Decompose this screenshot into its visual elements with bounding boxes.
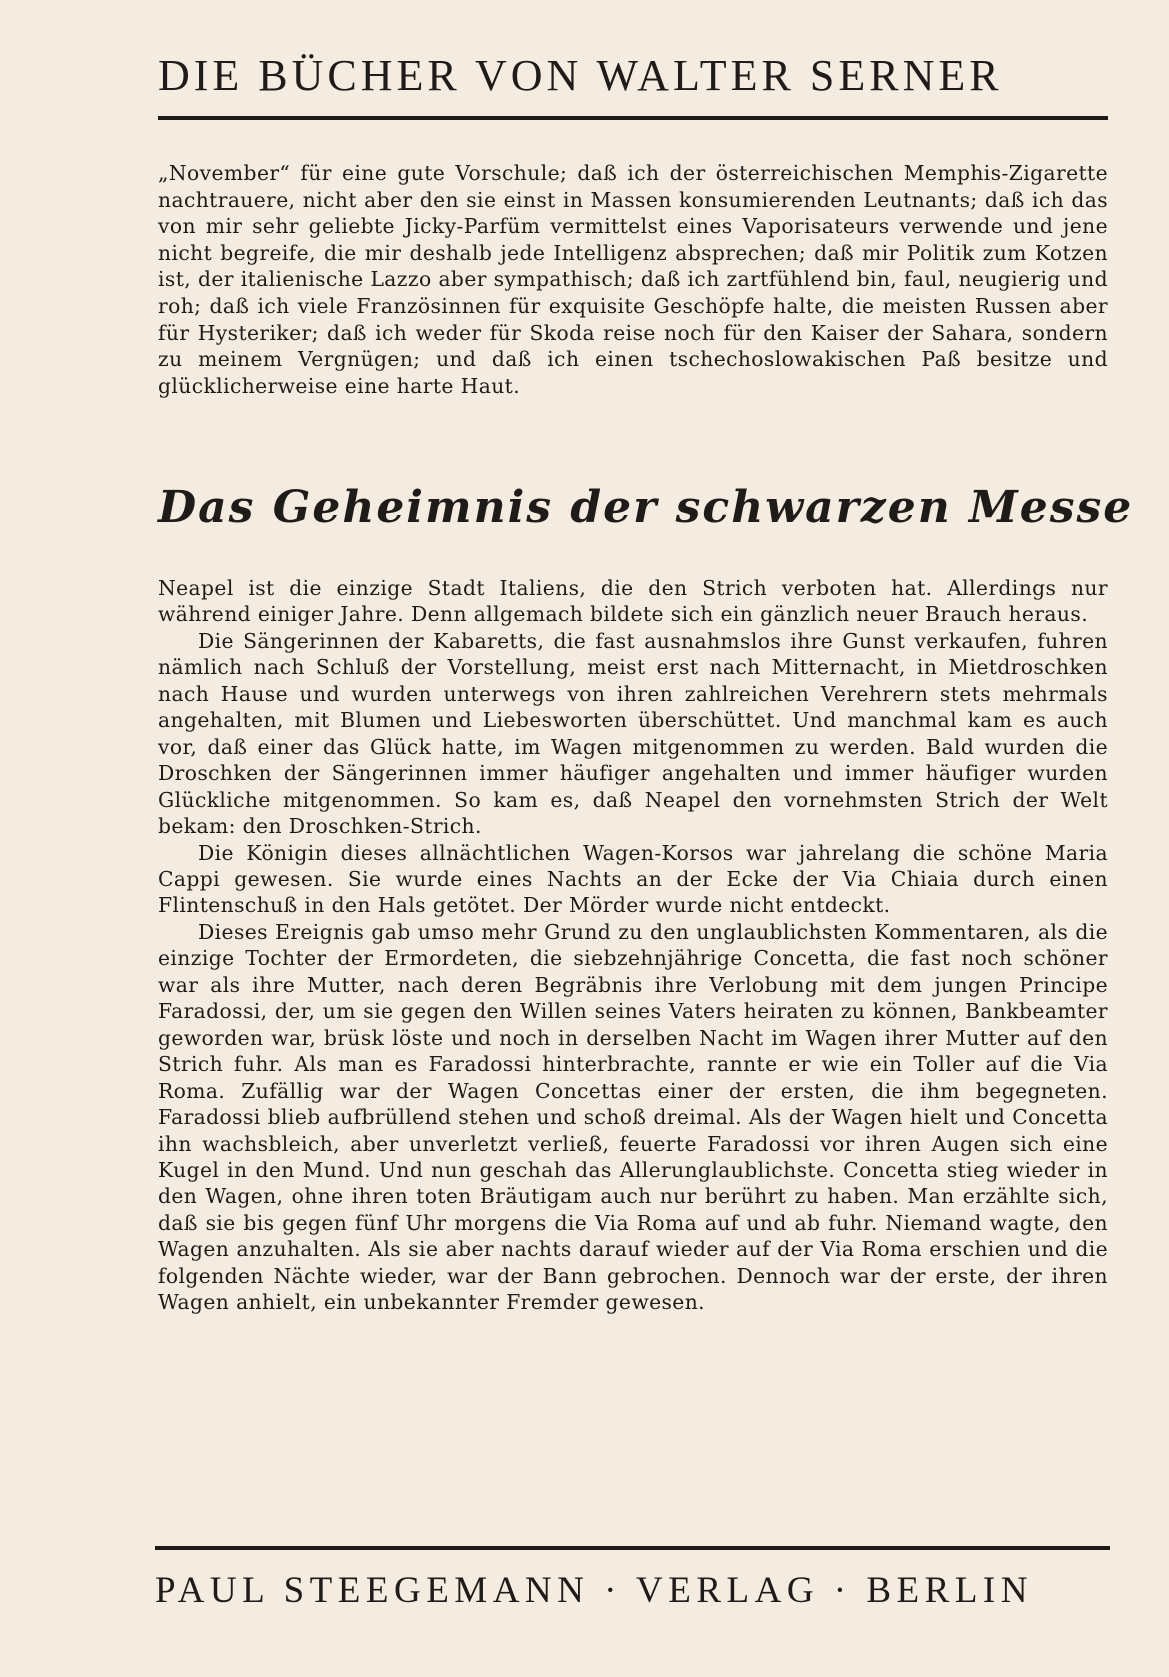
intro-paragraph: „November“ für eine gute Vorschule; daß ich der österreichischen Memphis-Zigarette nachtrauere, nicht aber den sie einst in Massen konsumierenden Leutnants; daß ich das von mir sehr geliebte Jicky-Parfüm vermittelst eines Vaporisateurs verwende und jene nicht begreife, die mir deshalb jede Intelligenz absprechen; daß mir Politik zum Kotzen ist, der italienische Lazzo aber sympathisch; daß ich zartfühlend bin, faul, neugierig und roh; daß ich viele Französinnen für exquisite Geschöpfe halte, die meisten Russen aber für Hysteriker; daß ich weder für Skoda reise noch für den Kaiser der Sahara, sondern zu meinem Vergnügen; und daß ich einen tschechoslowakischen Paß besitze und glücklicherweise eine harte Haut. bbox=[158, 161, 1108, 398]
publisher-footer: PAUL STEEGEMANN · VERLAG · BERLIN bbox=[155, 1570, 1033, 1611]
story-paragraph: Neapel ist die einzige Stadt Italiens, die den Strich verboten hat. Allerdings nur während einiger Jahre. Denn allgemach bildete sich ein gänzlich neuer Brauch heraus. bbox=[158, 576, 1108, 627]
page-header-title: DIE BÜCHER VON WALTER SERNER bbox=[158, 51, 1003, 100]
story-text bbox=[158, 575, 1108, 1316]
story-paragraph: Dieses Ereignis gab umso mehr Grund zu den unglaublichsten Kommentaren, als die einzige Tochter der Ermordeten, die siebzehnjährige Concetta, die fast noch schöner war als ihre Mutter, nach deren Begräbnis ihre Verlobung mit dem jungen Principe Faradossi, der, um sie gegen den Willen seines Vaters heiraten zu können, Bankbeamter geworden war, brüsk löste und noch in derselben Nacht im Wagen ihrer Mutter auf den Strich fuhr. Als man es Faradossi hinterbrachte, rannte er wie ein Toller auf die Via Roma. Zufällig war der Wagen Concettas einer der ersten, die ihm begegneten. Faradossi blieb aufbrüllend stehen und schoß dreimal. Als der Wagen hielt und Concetta ihn wachsbleich, aber unverletzt verließ, feuerte Faradossi vor ihren Augen sich eine Kugel in den Mund. Und nun geschah das Allerunglaublichste. Concetta stieg wieder in den Wagen, ohne ihren toten Bräutigam auch nur berührt zu haben. Man erzählte sich, daß sie bis gegen fünf Uhr morgens die Via Roma auf und ab fuhr. Niemand wagte, den Wagen anzuhalten. Als sie aber nachts darauf wieder auf der Via Roma erschien und die folgenden Nächte wieder, war der Bann gebrochen. Dennoch war der erste, der ihren Wagen anhielt, ein unbekannter Fremder gewesen. bbox=[158, 919, 1108, 1315]
section-heading: Das Geheimnis der schwarzen Messe bbox=[158, 482, 1134, 533]
header-rule bbox=[158, 116, 1108, 120]
footer-rule bbox=[155, 1546, 1110, 1550]
story-paragraph: Die Sängerinnen der Kabaretts, die fast ausnahmslos ihre Gunst verkaufen, fuhren nämlich nach Schluß der Vorstellung, meist erst nach Mitternacht, in Mietdroschken nach Hause und wurden unterwegs von ihren zahlreichen Verehrern stets mehrmals angehalten, mit Blumen und Liebesworten überschüttet. Und manchmal kam es auch vor, daß einer das Glück hatte, im Wagen mitgenommen zu werden. Bald wurden die Droschken der Sängerinnen immer häufiger angehalten und immer häufiger wurden Glückliche mitgenommen. So kam es, daß Neapel den vornehmsten Strich der Welt bekam: den Droschken-Strich. bbox=[158, 628, 1108, 839]
intro-text bbox=[158, 160, 1108, 399]
story-paragraph: Die Königin dieses allnächtlichen Wagen-Korsos war jahrelang die schöne Maria Cappi gewesen. Sie wurde eines Nachts an der Ecke der Via Chiaia durch einen Flintenschuß in den Hals getötet. Der Mörder wurde nicht entdeckt. bbox=[158, 840, 1108, 918]
